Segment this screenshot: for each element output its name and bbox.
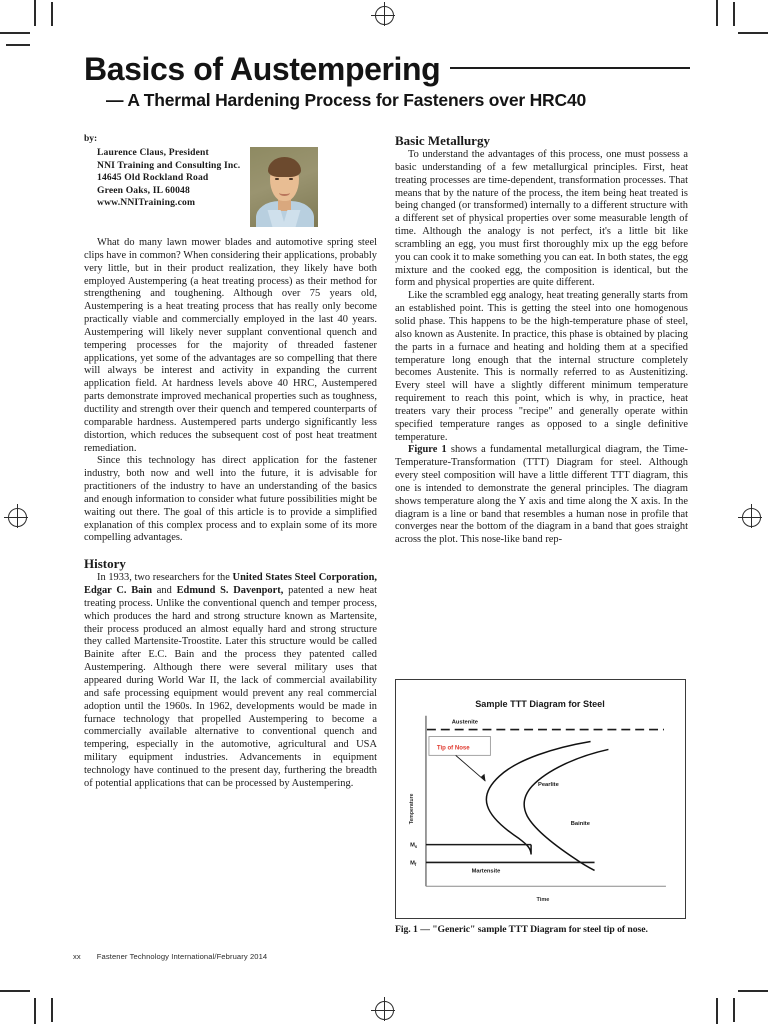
right-paragraph-2: Like the scrambled egg analogy, heat treating generally starts from an established point. This is getting the steel into one homogenous solid phase. This happens to be the high-temperature phase of steel, also known as Austenite. In practice, this phase is obtained by placing the parts in a furnace and heating and holding them at a specified temperature long enough that the internal structure completely becomes Austenite. This is normally referred to as Austenitizing. Every steel will have a slightly different minimum temperature requirement to reach this point, which is why, in practice, heat treaters vary their process "recipe" and generally operate within specified temperature ranges as opposed to a single definitive temperature.: [395, 290, 688, 443]
author-headshot: [250, 147, 318, 227]
left-column: [84, 133, 377, 791]
chart-title: Sample TTT Diagram for Steel: [475, 698, 605, 709]
figure-reference-paragraph: [395, 444, 688, 547]
section-heading-basic-metallurgy: Basic Metallurgy: [395, 133, 490, 148]
label-pearlite: Pearlite: [538, 782, 559, 789]
tip-of-nose-callout-label: Tip of Nose: [436, 745, 470, 752]
byline-website: www.NNITraining.com: [97, 197, 196, 209]
left-paragraph-1: What do many lawn mower blades and automotive spring steel clips have in common? When considering their applications, probably very little, but in their product realization, they likely have both employed Austempering (a heat treating process) as their method for strengthening and toughening. Although over 75 years old, Austempering is a heat treating process that has really only become practically viable and commercially employed in the last 40 years. Austempering will likely never supplant conventional quench and tempering processes for the majority of threaded fastener applications, yet some of the advantages are so compelling that there will always be interest and activity in expanding the current application field. At hardness levels above 40 HRC, Austempered parts demonstrate improved mechanical properties such as toughness, ductility and strength over their quench and tempered counterparts of comparable hardness. Austempered parts undergo significantly less distortion, which reduces the subsequent cost of post heat treatment remediation.: [84, 237, 377, 454]
label-martensite: Martensite: [471, 868, 501, 875]
page-subtitle: — A Thermal Hardening Process for Fasteners over HRC40: [106, 90, 587, 110]
label-bainite: Bainite: [570, 820, 590, 827]
figure-1-frame: [395, 679, 686, 919]
byline-label: by:: [84, 134, 98, 144]
footer-publication: Fastener Technology International/February 2014: [96, 952, 268, 961]
label-ms: $M_s$: [410, 842, 418, 850]
history-text-2: and: [152, 585, 177, 597]
page-footer: [73, 952, 267, 961]
tip-of-nose-arrow-line: [456, 755, 486, 781]
figure-reference-text: shows a fundamental metallurgical diagram, the Time-Temperature-Transformation (TTT) Diagram for steel. Although every steel composition will have a little different TTT diagram, this one is intended to demonstrate the general principles. The diagram shows temperature along the Y axis and time along the X axis. In the diagram is a line or band that resembles a human nose in profile that converges near the bottom of the diagram in a band that goes straight across the plot. This nose-like band rep-: [395, 444, 688, 546]
history-bold-1: United States Steel Corporation, Edgar C. Bain: [84, 572, 377, 597]
byline-company: NNI Training and Consulting Inc.: [97, 159, 241, 171]
title-rule: [450, 67, 690, 69]
transformation-finish-curve: [524, 749, 608, 870]
section-heading-history: History: [84, 556, 126, 572]
footer-page-number: xx: [73, 952, 81, 961]
title-row: [84, 52, 690, 86]
right-paragraph-1: To understand the advantages of this process, one must possess a basic understanding of a few metallurgical principles. First, heat treating processes are time-dependent, transformation processes. That means that by the nature of the process, the item being heat treated is being changed (or transformed) internally to a different structure with a different set of physical properties over some measurable length of time. Although the analogy is not perfect, it's a little bit like scrambling an egg, you must first thoroughly mix up the egg before you can cook it to make something you can eat. In both states, the egg mixture and the cooked egg, the composition is identical, but the form and physical properties are quite different.: [395, 149, 688, 289]
figure-1-caption: Fig. 1 — "Generic" sample TTT Diagram for steel tip of nose.: [395, 924, 648, 935]
history-bold-2: Edmund S. Davenport,: [176, 585, 284, 597]
history-text-3: patented a new heat treating process. Unlike the conventional quench and temper process, which produces the hard and strong structure known as Martensite, their process produced an almost equally hard and strong structure they called Martensite-Troostite. Later this structure would be called Bainite after E.C. Bain and the process they patented called Austempering. Although there were several military uses that appeared during World War II, the lack of commercial availability and safe processing equipment would prevent any real commercial adoption until the 1960s. In 1962, developments would be made in furnace technology that propelled Austempering to become a commercially available alternative to conventional quench and tempering, especially in the automotive, agricultural and USA military equipment industries. Advancements in equipment technology have continued to the present day, furthering the breadth of potential applications that can be processed by Austempering.: [84, 585, 377, 789]
history-paragraph: [84, 572, 377, 790]
left-paragraph-2: Since this technology has direct application for the fastener industry, both now and well into the future, it is advisable for practitioners of the industry to have an understanding of the basics and enough information to consider what future possibilities might be waiting out there. The goal of this article is to provide a simplified explanation of this complex process and to explain some of its more compelling advantages.: [84, 455, 377, 544]
y-axis-label: Temperature: [409, 793, 416, 825]
byline-name: Laurence Claus, President: [97, 147, 209, 158]
figure-reference-bold: Figure 1: [408, 444, 447, 456]
x-axis-label: Time: [536, 897, 550, 904]
label-mf: $M_f$: [410, 860, 417, 868]
label-austenite: Austenite: [451, 719, 478, 726]
transformation-start-curve: [486, 741, 590, 854]
byline-block: [84, 147, 377, 227]
byline-lines: [84, 147, 240, 210]
page-title: Basics of Austempering: [84, 51, 441, 87]
ttt-diagram-svg: [396, 680, 685, 918]
byline-street: 14645 Old Rockland Road: [97, 172, 209, 184]
history-text-1: In 1933, two researchers for the: [97, 572, 233, 584]
figure-1: [395, 679, 688, 936]
byline-city: Green Oaks, IL 60048: [97, 184, 190, 196]
right-column: [395, 133, 688, 547]
masthead: [84, 52, 690, 110]
